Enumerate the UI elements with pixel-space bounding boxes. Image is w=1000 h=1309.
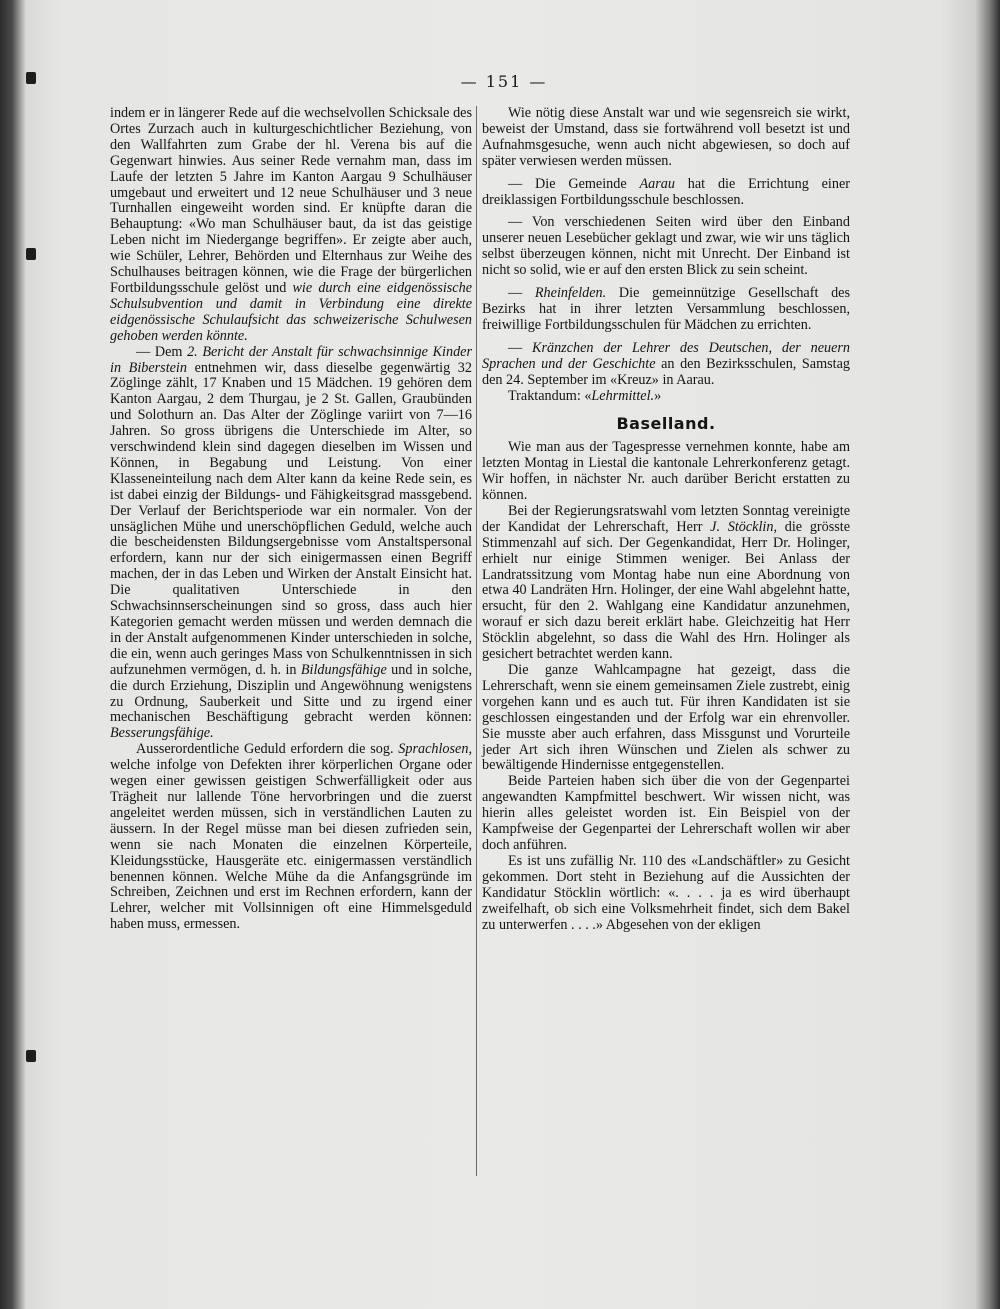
- column-divider: [476, 106, 477, 1176]
- paragraph: Wie man aus der Tagespresse vernehmen konnte, habe am letzten Montag in Liestal die kantonale Lehrerkonferenz getagt. Wir hoffen, in nächster Nr. auch darüber Bericht erstatten zu können.: [482, 439, 850, 504]
- paragraph: Traktandum: «Lehrmittel.»: [508, 387, 662, 404]
- paragraph: Wie nötig diese Anstalt war und wie segensreich sie wirkt, beweist der Umstand, dass sie fortwährend voll besetzt ist und Aufnahmsgesuche, wenn auch nicht abgewiesen, so doch auf später verwiesen werden müssen.: [482, 105, 850, 169]
- paragraph: Es ist uns zufällig Nr. 110 des «Landschäftler» zu Gesicht gekommen. Dort steht in Beziehung auf die Aussichten der Kandidatur Stöcklin wörtlich: «. . . . ja es wird überhaupt zweifelhaft, ob sich eine Volksmehrheit findet, sich dem Bakel zu unterwerfen . . . .» Abgesehen von der ekligen: [482, 852, 850, 933]
- paragraph: Beide Parteien haben sich über die von der Gegenpartei angewandten Kampfmittel beschwert. Wir wissen nicht, was hierin alles geleistet worden ist. Ein Beispiel von der Kampfweise der Gegenpartei der Lehrerschaft wollen wir aber doch anführen.: [482, 773, 850, 853]
- paragraph: Ausserordentliche Geduld erfordern die sog. Sprachlosen, welche infolge von Defekten ihrer körperlichen Organe oder wegen einer gewissen geistigen Schwerfälligkeit oder aus Trägheit nur lallende Töne hervorbringen und die zuerst angeleitet werden müssen, sich in verständlichen Lauten zu äussern. In der Regel müsse man bei diesen zufrieden sein, wenn sie nach Monaten die einzelnen Körperteile, Kleidungsstücke, Hausgeräte etc. einigermassen verständlich benennen können. Welche Mühe da die Anfangsgründe im Schreiben, Zeichnen und erst im Rechnen erfordern, kann der Lehrer, welcher mit Vollsinnigen oft eine Himmelsgeduld haben muss, ermessen.: [110, 741, 472, 933]
- paragraph: — Die Gemeinde Aarau hat die Errichtung einer dreiklassigen Fortbildungsschule beschlossen.: [482, 175, 850, 208]
- paragraph: Die ganze Wahlcampagne hat gezeigt, dass die Lehrerschaft, wenn sie einem gemeinsamen Ziele zustrebt, einig vorgehen kann und es auch tut. Für ihren Kandidaten ist sie geschlossen eingestanden und der Erfolg war ein ehrenvoller. Sie musste aber auch erfahren, dass Missgunst und Vorurteile jeder Art sich ihren Wünschen und Zielen als schwer zu bewältigende Hindernisse entgegenstellen.: [482, 662, 850, 774]
- paragraph: — Von verschiedenen Seiten wird über den Einband unserer neuen Lesebücher geklagt und zwar, wie wir uns täglich selbst überzeugen können, nicht mit Unrecht. Der Einband ist nicht so solid, wie er auf den ersten Blick zu sein scheint.: [482, 214, 850, 279]
- section-heading: Baselland.: [616, 414, 716, 434]
- paragraph: — Rheinfelden. Die gemeinnützige Gesellschaft des Bezirks hat in ihrer letzten Versammlung beschlossen, freiwillige Fortbildungsschulen für Mädchen zu errichten.: [482, 285, 851, 333]
- paragraph: — Dem 2. Bericht der Anstalt für schwachsinnige Kinder in Biberstein entnehmen wir, dass dieselbe gegenwärtig 32 Zöglinge zählt, 17 Knaben und 15 Mädchen. 19 gehören dem Kanton Aargau, 2 dem Thurgau, je 2 St. Gallen, Graubünden und Solothurn an. Das Alter der Zöglinge variirt von 7—16 Jahren. So gross übrigens die Unterschiede im Alter, so verschwindend klein sind dagegen dieselben im Wissen und Können, in Begabung und Leistung. Von einer Klasseneinteilung nach dem Alter kann da keine Rede sein, es ist dabei einzig der Bildungs- und Fähigkeitsgrad massgebend. Der Verlauf der Berichtsperiode war ein normaler. Von der unsäglichen Mühe und unerschöpflichen Geduld, welche auch die bescheidensten Bildungsergebnisse vom Anstaltspersonal erfordern, kann nur der sich einigermassen einen Begriff machen, der in das Leben und Wirken der Anstalt Einsicht hat. Die qualitativen Unterschiede in den Schwachsinnserscheinungen sind so gross, dass auch hier Kategorien gemacht werden müssen und werden demnach die in der Anstalt aufgenommenen Kinder unterschieden in solche, die ein, wenn auch geringes Mass von Schulkenntnissen in sich aufzunehmen vermögen, d. h. in Bildungsfähige und in solche, die durch Erziehung, Disziplin und Angewöhnung wenigstens zu Ordnung, Sauberkeit und Sitte und zu irgend einer mechanischen Beschäftigung gebracht werden können: Besserungsfähige.: [110, 343, 472, 742]
- right-column: [482, 106, 850, 933]
- page-number: — 151 —: [460, 72, 548, 91]
- paragraph: — Kränzchen der Lehrer des Deutschen, der neuern Sprachen und der Geschichte an den Bezirksschulen, Samstag den 24. September im «Kreuz» in Aarau.: [482, 339, 850, 388]
- paragraph: indem er in längerer Rede auf die wechselvollen Schicksale des Ortes Zurzach auch in kulturgeschichtlicher Beziehung, von den Wallfahrten zum Grabe der hl. Verena bis auf die Gegenwart hinwies. Aus seiner Rede vernahm man, dass im Laufe der letzten 5 Jahre im Kanton Aargau 9 Schulhäuser umgebaut und erweitert und 12 neue Schulhäuser und 3 neue Turnhallen eingeweiht worden sind. Er knüpfte daran die Behauptung: «Wo man Schulhäuser baut, da ist das geistige Leben nicht im Niedergange begriffen». Er zeigte aber auch, wie Schüler, Lehrer, Behörden und Elternhaus zur Weihe des Schulhauses beitragen können, wie die Frage der bürgerlichen Fortbildungsschule gelöst und wie durch eine eidgenössische Schulsubvention und damit in Verbindung eine direkte eidgenössische Schulaufsicht das schweizerische Schulwesen gehoben werden könnte.: [110, 105, 472, 344]
- page: [24, 34, 974, 1294]
- paragraph: Bei der Regierungsratswahl vom letzten Sonntag vereinigte der Kandidat der Lehrerschaft, Herr J. Stöcklin, die grösste Stimmenzahl auf sich. Der Gegenkandidat, Herr Dr. Holinger, erhielt nur einige Stimmen weniger. Bei Anlass der Landratssitzung vom Montag habe nun eine Abordnung von etwa 40 Landräten Hrn. Holinger, der eine Wahl abgelehnt hatte, ersucht, für den 2. Wahlgang eine Kandidatur anzunehmen, worauf er sich dazu bereit erklärt habe. Gleichzeitig hat Herr Stöcklin abgelehnt, so dass die Wahl des Hrn. Holinger als gesichert betrachtet werden kann.: [482, 502, 851, 663]
- left-column: [110, 106, 472, 933]
